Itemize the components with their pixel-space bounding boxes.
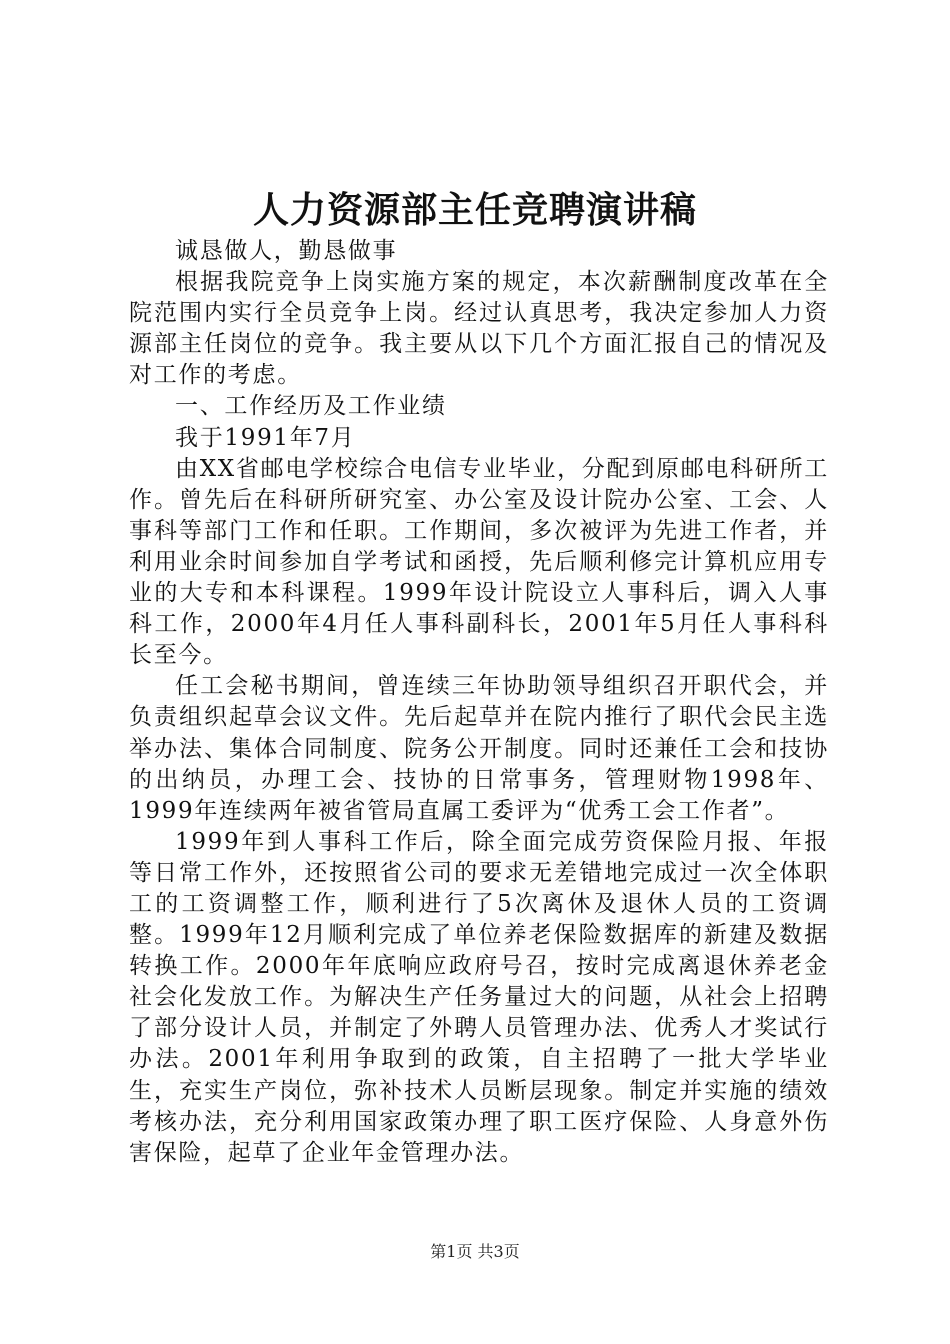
paragraph-motto: 诚恳做人，勤恳做事 xyxy=(175,238,398,264)
document-body xyxy=(129,236,829,1169)
document-title: 人力资源部主任竞聘演讲稿 xyxy=(252,189,697,231)
section-heading: 一、工作经历及工作业绩 xyxy=(175,393,447,420)
page-number-footer: 第1页 共3页 xyxy=(430,1242,520,1261)
paragraph-hr: 1999年到人事科工作后，除全面完成劳资保险月报、年报等日常工作外，还按照省公司的要求无差错地完成过一次全体职工的工资调整工作，顺利进行了5次离休及退休人员的工资调整。1999年12月顺利完成了单位养老保险数据库的新建及数据转换工作。2000年年底响应政府号召，按时完成离退休养老金社会化发放工作。为解决生产任务量过大的问题，从社会上招聘了部分设计人员，并制定了外聘人员管理办法、优秀人才奖试行办法。2001年利用争取到的政策，自主招聘了一批大学毕业生，充实生产岗位，弥补技术人员断层现象。制定并实施的绩效考核办法，充分利用国家政策办理了职工医疗保险、人身意外伤害保险，起草了企业年金管理办法。 xyxy=(129,828,829,1166)
paragraph-date: 我于1991年7月 xyxy=(175,424,356,451)
paragraph-intro: 根据我院竞争上岗实施方案的规定，本次薪酬制度改革在全院范围内实行全员竞争上岗。经过认真思考，我决定参加人力资源部主任岗位的竞争。我主要从以下几个方面汇报自己的情况及对工作的考虑。 xyxy=(129,269,829,389)
paragraph-career: 由XX省邮电学校综合电信专业毕业，分配到原邮电科研所工作。曾先后在科研所研究室、办公室及设计院办公室、工会、人事科等部门工作和任职。工作期间，多次被评为先进工作者，并利用业余时间参加自学考试和函授，先后顺利修完计算机应用专业的大专和本科课程。1999年设计院设立人事科后，调入人事科工作，2000年4月任人事科副科长，2001年5月任人事科科长至今。 xyxy=(129,455,829,669)
paragraph-union: 任工会秘书期间，曾连续三年协助领导组织召开职代会，并负责组织起草会议文件。先后起草并在院内推行了职代会民主选举办法、集体合同制度、院务公开制度。同时还兼任工会和技协的出纳员，办理工会、技协的日常事务，管理财物1998年、1999年连续两年被省管局直属工委评为“优秀工会工作者”。 xyxy=(129,673,829,824)
